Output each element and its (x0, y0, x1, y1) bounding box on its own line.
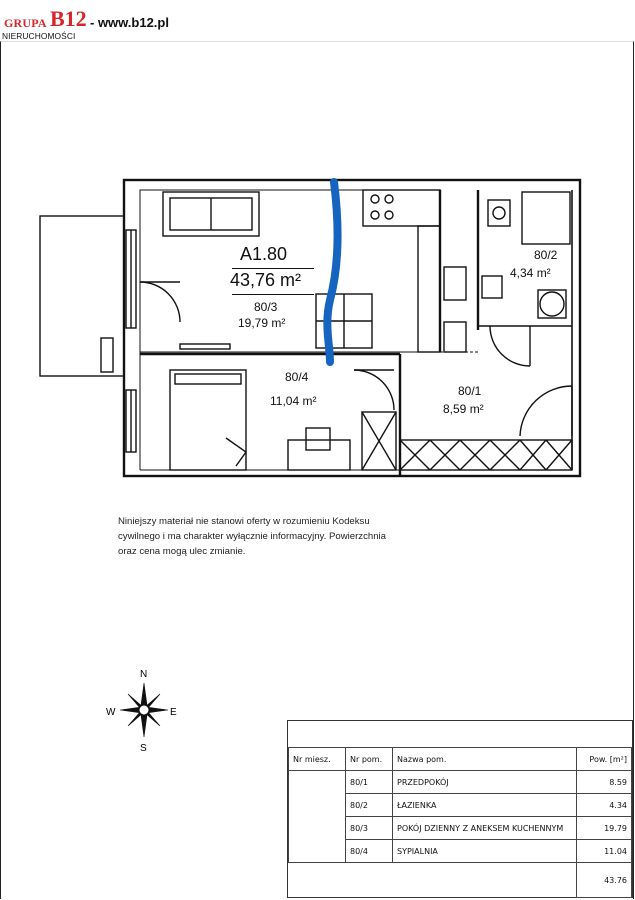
cell-name: POKÓJ DZIENNY Z ANEKSEM KUCHENNYM (393, 817, 577, 840)
logo-b12-text: B12 (50, 6, 87, 31)
compass-e: E (170, 707, 177, 718)
table-row (289, 771, 632, 794)
disclaimer (118, 514, 438, 559)
room-area-80-3: 19,79 m² (238, 316, 286, 330)
cell-area: 8.59 (577, 771, 632, 794)
apartment-area: 43,76 m² (230, 270, 302, 290)
balcony (40, 216, 124, 376)
room-id-80-2: 80/2 (534, 248, 558, 262)
cell-area: 11.04 (577, 840, 632, 863)
room-area-80-2: 4,34 m² (510, 266, 551, 280)
header-nazwa-pom: Nazwa pom. (393, 748, 577, 771)
label-underline (232, 268, 314, 269)
disclaimer-line: Niniejszy materiał nie stanowi oferty w rozumieniu Kodeksu (118, 516, 370, 527)
room-area-80-1: 8,59 m² (443, 402, 484, 416)
compass-n: N (140, 669, 148, 680)
disclaimer-line: cywilnego i ma charakter wyłącznie informacyjny. Powierzchnia (118, 531, 387, 542)
label-underline (232, 294, 314, 295)
logo-subtitle: NIERUCHOMOŚCI (2, 31, 76, 41)
header-nr-pom: Nr pom. (346, 748, 393, 771)
cell-name: SYPIALNIA (393, 840, 577, 863)
cell-nr: 80/1 (346, 771, 393, 794)
header-pow: Pow. [m²] (577, 748, 632, 771)
table-total-row (289, 863, 632, 898)
room-area-80-4: 11,04 m² (270, 394, 317, 408)
apartment-code: A1.80 (240, 244, 288, 264)
cell-area: 19.79 (577, 817, 632, 840)
table-total: 43.76 (577, 863, 632, 898)
room-id-80-3: 80/3 (254, 300, 278, 314)
room-table (287, 720, 633, 898)
header-nr-miesz: Nr miesz. (289, 748, 346, 771)
room-id-80-1: 80/1 (458, 384, 482, 398)
website-link[interactable]: - www.b12.pl (90, 15, 169, 30)
cell-name: PRZEDPOKÓJ (393, 771, 577, 794)
compass-rose-icon (100, 665, 200, 755)
cell-nr: 80/3 (346, 817, 393, 840)
disclaimer-line: oraz cena mogą ulec zmianie. (118, 546, 246, 557)
compass-w: W (106, 707, 116, 718)
cell-nr: 80/4 (346, 840, 393, 863)
room-id-80-4: 80/4 (285, 370, 309, 384)
cell-nr: 80/2 (346, 794, 393, 817)
cell-name: ŁAZIENKA (393, 794, 577, 817)
compass-s: S (140, 743, 147, 754)
table-header-row (289, 748, 632, 771)
cell-area: 4.34 (577, 794, 632, 817)
logo-grupa-text: GRUPA (4, 16, 47, 30)
marker-line (327, 182, 337, 362)
